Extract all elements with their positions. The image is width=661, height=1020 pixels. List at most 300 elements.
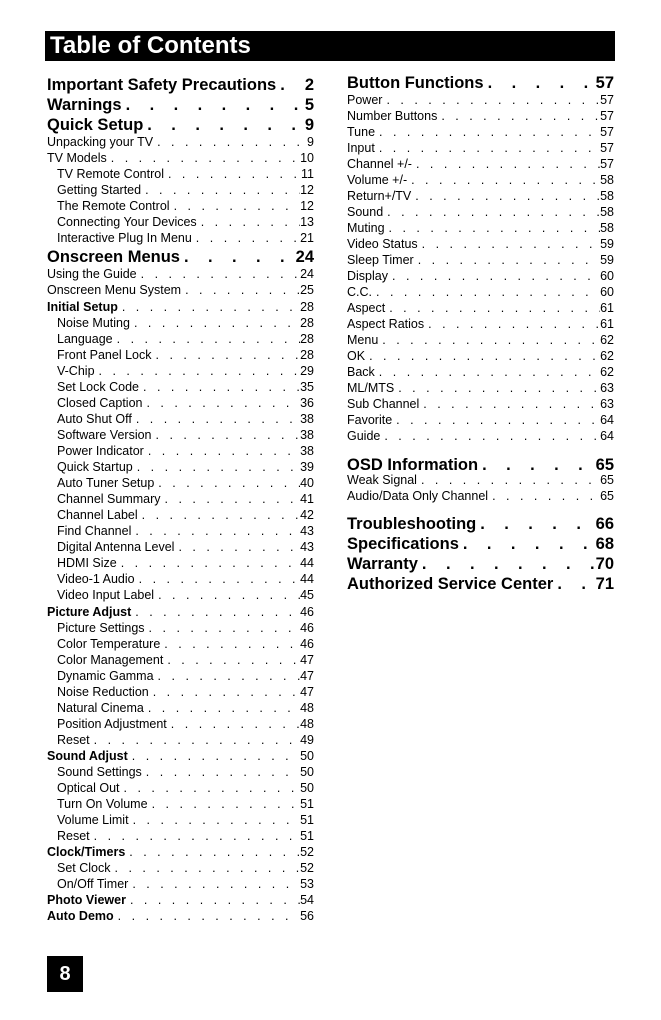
toc-entry-page: 53 xyxy=(300,877,314,891)
toc-entry-title: Dynamic Gamma xyxy=(57,669,154,683)
toc-entry-title: Color Management xyxy=(57,653,164,667)
dot-leader xyxy=(276,76,305,96)
toc-entry-title: Noise Reduction xyxy=(57,685,149,699)
dot-leader xyxy=(154,588,300,603)
dot-leader xyxy=(382,93,600,108)
toc-entry-page: 52 xyxy=(300,845,314,859)
toc-entry-page: 43 xyxy=(300,524,314,538)
toc-entry xyxy=(47,781,314,796)
toc-entry-page: 47 xyxy=(300,669,314,683)
dot-leader xyxy=(417,473,600,488)
toc-entry xyxy=(347,109,614,124)
toc-entry-title: Unpacking your TV xyxy=(47,135,154,149)
toc-entry xyxy=(347,285,614,300)
toc-entry-title: Troubleshooting xyxy=(347,515,477,533)
toc-entry-page: 48 xyxy=(300,717,314,731)
toc-entry-page: 51 xyxy=(300,797,314,811)
toc-entry-title: Display xyxy=(347,269,388,283)
toc-entry-title: Channel Summary xyxy=(57,492,161,506)
toc-entry xyxy=(47,332,314,347)
toc-entry-title: The Remote Control xyxy=(57,199,170,213)
toc-entry xyxy=(47,717,314,732)
toc-entry-page: 57 xyxy=(600,157,614,171)
dot-leader xyxy=(380,429,600,444)
toc-entry-page: 11 xyxy=(301,167,314,181)
dot-leader xyxy=(437,109,600,124)
toc-entry-title: Aspect xyxy=(347,301,386,315)
dot-leader xyxy=(118,300,300,315)
toc-entry xyxy=(47,765,314,780)
toc-entry-page: 62 xyxy=(600,365,614,379)
toc-entry-page: 58 xyxy=(600,205,614,219)
toc-entry-title: Tune xyxy=(347,125,376,139)
toc-entry-title: Channel +/- xyxy=(347,157,412,171)
dot-leader xyxy=(383,205,600,220)
toc-entry-title: Weak Signal xyxy=(347,473,417,487)
toc-entry-title: Noise Muting xyxy=(57,316,130,330)
toc-entry-page: 12 xyxy=(300,183,314,197)
toc-entry xyxy=(47,300,314,315)
toc-entry xyxy=(47,96,314,116)
toc-entry-title: Aspect Ratios xyxy=(347,317,425,331)
toc-entry-title: Authorized Service Center xyxy=(347,575,554,593)
toc-entry-page: 59 xyxy=(600,253,614,267)
toc-entry-title: Power Indicator xyxy=(57,444,144,458)
toc-entry xyxy=(47,364,314,379)
dot-leader xyxy=(488,489,600,504)
dot-leader xyxy=(142,396,300,411)
toc-entry-title: Closed Caption xyxy=(57,396,143,410)
toc-entry xyxy=(347,489,614,504)
toc-entry xyxy=(47,556,314,571)
toc-entry-title: Muting xyxy=(347,221,385,235)
toc-entry-title: Initial Setup xyxy=(47,300,118,314)
dot-leader xyxy=(131,524,300,539)
toc-entry-page: 29 xyxy=(300,364,314,378)
toc-entry xyxy=(47,76,314,96)
toc-entry xyxy=(347,365,614,380)
toc-entry-title: OK xyxy=(347,349,366,363)
toc-entry-page: 51 xyxy=(300,813,314,827)
dot-leader xyxy=(163,653,300,668)
toc-entry-page: 62 xyxy=(600,333,614,347)
toc-entry xyxy=(47,653,314,668)
toc-entry xyxy=(347,333,614,348)
toc-entry-page: 28 xyxy=(300,348,314,362)
toc-entry-page: 28 xyxy=(300,316,314,330)
toc-entry-title: Menu xyxy=(347,333,379,347)
toc-entry-title: Sound Adjust xyxy=(47,749,128,763)
toc-entry-page: 42 xyxy=(300,508,314,522)
toc-entry-page: 57 xyxy=(600,141,614,155)
toc-entry xyxy=(347,429,614,444)
toc-entry-page: 46 xyxy=(300,605,314,619)
dot-leader xyxy=(120,781,301,796)
toc-entry-page: 36 xyxy=(300,396,314,410)
toc-entry-page: 44 xyxy=(300,572,314,586)
toc-entry-title: Position Adjustment xyxy=(57,717,167,731)
toc-entry xyxy=(47,605,314,620)
toc-entry-page: 50 xyxy=(300,765,314,779)
page-title: Table of Contents xyxy=(50,32,251,59)
toc-entry-page: 70 xyxy=(595,555,614,573)
dot-leader xyxy=(180,248,296,268)
page-number: 8 xyxy=(47,956,83,992)
toc-entry xyxy=(47,733,314,748)
toc-entry-title: Onscreen Menu System xyxy=(47,283,182,297)
toc-entry-page: 68 xyxy=(595,535,614,553)
toc-entry-title: ML/MTS xyxy=(347,381,395,395)
toc-entry-title: Sub Channel xyxy=(347,397,420,411)
dot-leader xyxy=(385,301,600,316)
toc-entry-title: Auto Shut Off xyxy=(57,412,132,426)
dot-leader xyxy=(137,267,300,282)
toc-entry-title: Specifications xyxy=(347,535,459,553)
toc-entry xyxy=(347,141,614,156)
toc-entry xyxy=(47,167,314,182)
toc-entry xyxy=(47,540,314,555)
dot-leader xyxy=(149,685,300,700)
dot-leader xyxy=(132,412,300,427)
toc-entry-page: 47 xyxy=(300,653,314,667)
toc-entry xyxy=(347,157,614,172)
toc-entry-title: Button Functions xyxy=(347,74,484,92)
toc-entry-page: 12 xyxy=(300,199,314,213)
toc-entry-title: Warnings xyxy=(47,96,122,114)
toc-entry-title: Channel Label xyxy=(57,508,138,522)
toc-entry-title: Return+/TV xyxy=(347,189,412,203)
toc-entry xyxy=(47,283,314,298)
toc-entry-page: 2 xyxy=(304,76,314,94)
dot-leader xyxy=(135,572,300,587)
toc-entry-page: 61 xyxy=(600,301,614,315)
dot-leader xyxy=(111,861,301,876)
toc-entry xyxy=(347,205,614,220)
dot-leader xyxy=(148,797,301,812)
toc-entry-page: 48 xyxy=(300,701,314,715)
toc-entry xyxy=(347,269,614,284)
toc-entry-title: Interactive Plug In Menu xyxy=(57,231,192,245)
toc-entry-title: Set Lock Code xyxy=(57,380,139,394)
toc-entry xyxy=(347,253,614,268)
toc-entry-title: V-Chip xyxy=(57,364,95,378)
toc-entry xyxy=(47,231,314,246)
toc-entry-page: 50 xyxy=(300,749,314,763)
dot-leader xyxy=(407,173,600,188)
toc-entry-title: C.C. xyxy=(347,285,372,299)
toc-entry-title: On/Off Timer xyxy=(57,877,129,891)
toc-entry xyxy=(47,476,314,491)
dot-leader xyxy=(418,237,600,252)
toc-entry xyxy=(47,797,314,812)
dot-leader xyxy=(418,555,596,575)
dot-leader xyxy=(139,380,300,395)
toc-entry xyxy=(347,575,614,595)
toc-entry-title: Color Temperature xyxy=(57,637,161,651)
dot-leader xyxy=(388,269,600,284)
dot-leader xyxy=(192,231,300,246)
dot-leader xyxy=(411,189,600,204)
dot-leader xyxy=(152,348,301,363)
toc-entry-page: 52 xyxy=(300,861,314,875)
dot-leader xyxy=(459,535,596,555)
toc-entry xyxy=(47,909,314,924)
dot-leader xyxy=(160,637,300,652)
toc-entry-title: Number Buttons xyxy=(347,109,438,123)
dot-leader xyxy=(419,397,600,412)
toc-entry-page: 59 xyxy=(600,237,614,251)
toc-entry xyxy=(47,412,314,427)
dot-leader xyxy=(129,813,301,828)
toc-entry-title: Picture Settings xyxy=(57,621,145,635)
toc-entry-title: Video Input Label xyxy=(57,588,155,602)
toc-entry-title: Connecting Your Devices xyxy=(57,215,197,229)
toc-entry xyxy=(347,397,614,412)
dot-leader xyxy=(90,733,300,748)
dot-leader xyxy=(365,349,600,364)
toc-entry-title: Sound xyxy=(347,205,384,219)
toc-entry-title: Digital Antenna Level xyxy=(57,540,175,554)
toc-entry-title: Volume +/- xyxy=(347,173,408,187)
toc-entry-title: Video Status xyxy=(347,237,418,251)
toc-entry-page: 43 xyxy=(300,540,314,554)
dot-leader xyxy=(197,215,300,230)
toc-entry xyxy=(347,93,614,108)
toc-entry-page: 10 xyxy=(300,151,314,165)
toc-entry-title: Power xyxy=(347,93,383,107)
toc-entry xyxy=(47,524,314,539)
toc-entry-title: Photo Viewer xyxy=(47,893,126,907)
dot-leader xyxy=(95,364,301,379)
toc-entry xyxy=(47,492,314,507)
dot-leader xyxy=(476,515,595,535)
toc-entry-title: Software Version xyxy=(57,428,152,442)
toc-entry xyxy=(347,189,614,204)
dot-leader xyxy=(372,285,600,300)
toc-entry xyxy=(47,396,314,411)
dot-leader xyxy=(424,317,600,332)
toc-entry xyxy=(47,380,314,395)
toc-entry-page: 46 xyxy=(300,621,314,635)
dot-leader xyxy=(385,221,601,236)
toc-entry-page: 28 xyxy=(300,300,314,314)
toc-entry xyxy=(47,460,314,475)
toc-entry-title: Using the Guide xyxy=(47,267,137,281)
toc-entry xyxy=(47,829,314,844)
dot-leader xyxy=(144,701,300,716)
toc-entry-page: 65 xyxy=(600,473,614,487)
dot-leader xyxy=(113,332,300,347)
toc-entry-page: 50 xyxy=(300,781,314,795)
toc-entry-page: 9 xyxy=(304,116,314,134)
toc-entry xyxy=(47,701,314,716)
dot-leader xyxy=(414,253,600,268)
toc-entry-page: 60 xyxy=(600,269,614,283)
dot-leader xyxy=(143,116,305,136)
dot-leader xyxy=(174,540,300,555)
toc-entry xyxy=(347,74,614,94)
toc-entry xyxy=(47,316,314,331)
toc-entry-page: 25 xyxy=(300,283,314,297)
toc-entry-page: 63 xyxy=(600,381,614,395)
toc-entry xyxy=(47,685,314,700)
title-bar xyxy=(45,31,615,61)
toc-entry-page: 58 xyxy=(600,173,614,187)
toc-entry xyxy=(47,267,314,282)
toc-entry-page: 21 xyxy=(300,231,314,245)
toc-entry xyxy=(347,317,614,332)
toc-entry-title: Video-1 Audio xyxy=(57,572,135,586)
dot-leader xyxy=(394,381,600,396)
toc-entry-page: 40 xyxy=(300,476,314,490)
toc-entry xyxy=(347,349,614,364)
toc-entry xyxy=(47,877,314,892)
dot-leader xyxy=(133,460,300,475)
toc-entry xyxy=(47,183,314,198)
dot-leader xyxy=(141,183,300,198)
toc-entry-page: 47 xyxy=(300,685,314,699)
toc-entry-title: Getting Started xyxy=(57,183,142,197)
toc-entry xyxy=(47,861,314,876)
dot-leader xyxy=(114,909,300,924)
toc-entry xyxy=(47,749,314,764)
dot-leader xyxy=(152,428,301,443)
toc-entry-title: Reset xyxy=(57,829,90,843)
dot-leader xyxy=(553,575,595,595)
dot-leader xyxy=(128,749,300,764)
toc-entry-page: 71 xyxy=(595,575,614,593)
toc-entry xyxy=(347,413,614,428)
toc-entry xyxy=(47,428,314,443)
toc-entry-title: Natural Cinema xyxy=(57,701,144,715)
toc-entry-title: Picture Adjust xyxy=(47,605,132,619)
toc-entry xyxy=(47,637,314,652)
toc-entry-page: 65 xyxy=(600,489,614,503)
dot-leader xyxy=(117,556,300,571)
dot-leader xyxy=(375,141,600,156)
dot-leader xyxy=(154,476,300,491)
toc-entry-page: 45 xyxy=(300,588,314,602)
toc-entry xyxy=(347,555,614,575)
dot-leader xyxy=(107,151,300,166)
toc-entry-page: 57 xyxy=(600,109,614,123)
dot-leader xyxy=(375,125,600,140)
dot-leader xyxy=(164,167,301,182)
dot-leader xyxy=(142,765,300,780)
dot-leader xyxy=(90,829,300,844)
toc-entry-title: Sound Settings xyxy=(57,765,142,779)
toc-entry-page: 35 xyxy=(300,380,314,394)
toc-entry-title: Find Channel xyxy=(57,524,132,538)
dot-leader xyxy=(170,199,301,214)
toc-entry-page: 58 xyxy=(600,221,614,235)
toc-entry-title: Warranty xyxy=(347,555,418,573)
toc-entry xyxy=(47,893,314,908)
toc-entry-page: 54 xyxy=(300,893,314,907)
toc-entry-title: Audio/Data Only Channel xyxy=(347,489,489,503)
toc-entry-page: 46 xyxy=(300,637,314,651)
dot-leader xyxy=(392,413,600,428)
toc-entry-page: 57 xyxy=(600,125,614,139)
dot-leader xyxy=(145,621,301,636)
dot-leader xyxy=(138,508,300,523)
toc-entry xyxy=(347,301,614,316)
toc-entry xyxy=(47,199,314,214)
toc-entry-page: 49 xyxy=(300,733,314,747)
dot-leader xyxy=(181,283,300,298)
toc-entry-title: Quick Startup xyxy=(57,460,133,474)
dot-leader xyxy=(122,96,305,116)
toc-entry xyxy=(47,813,314,828)
toc-entry-title: Volume Limit xyxy=(57,813,129,827)
toc-entry-title: Onscreen Menus xyxy=(47,248,180,266)
toc-entry-title: Auto Tuner Setup xyxy=(57,476,155,490)
dot-leader xyxy=(125,845,300,860)
toc-entry-page: 66 xyxy=(595,515,614,533)
toc-entry xyxy=(47,444,314,459)
toc-entry-title: Front Panel Lock xyxy=(57,348,152,362)
dot-leader xyxy=(153,135,307,150)
dot-leader xyxy=(484,74,596,94)
toc-entry-title: Guide xyxy=(347,429,381,443)
toc-entry-title: Favorite xyxy=(347,413,393,427)
toc-entry-title: TV Remote Control xyxy=(57,167,164,181)
toc-entry xyxy=(47,588,314,603)
toc-entry xyxy=(347,221,614,236)
toc-entry-title: Set Clock xyxy=(57,861,111,875)
toc-entry-page: 62 xyxy=(600,349,614,363)
toc-entry-page: 63 xyxy=(600,397,614,411)
toc-entry xyxy=(347,381,614,396)
toc-entry-page: 64 xyxy=(600,413,614,427)
toc-entry-page: 24 xyxy=(300,267,314,281)
toc-entry-page: 24 xyxy=(295,248,314,266)
toc-entry xyxy=(47,669,314,684)
toc-entry-page: 51 xyxy=(300,829,314,843)
toc-entry xyxy=(47,215,314,230)
dot-leader xyxy=(144,444,300,459)
toc-entry-page: 5 xyxy=(304,96,314,114)
toc-entry-page: 38 xyxy=(300,444,314,458)
toc-entry-title: Sleep Timer xyxy=(347,253,414,267)
toc-entry-page: 41 xyxy=(300,492,314,506)
toc-entry-title: Input xyxy=(347,141,375,155)
dot-leader xyxy=(375,365,600,380)
toc-entry-page: 57 xyxy=(595,74,614,92)
toc-entry-page: 39 xyxy=(300,460,314,474)
toc-entry xyxy=(47,508,314,523)
toc-entry-page: 56 xyxy=(300,909,314,923)
toc-entry-title: Reset xyxy=(57,733,90,747)
toc-entry xyxy=(47,621,314,636)
dot-leader xyxy=(130,316,300,331)
toc-entry xyxy=(347,473,614,488)
dot-leader xyxy=(167,717,300,732)
dot-leader xyxy=(412,157,600,172)
toc-entry-page: 28 xyxy=(300,332,314,346)
toc-entry xyxy=(347,173,614,188)
toc-entry-title: Clock/Timers xyxy=(47,845,126,859)
dot-leader xyxy=(128,877,300,892)
toc-entry xyxy=(47,348,314,363)
toc-entry-title: Important Safety Precautions xyxy=(47,76,277,94)
toc-entry-page: 60 xyxy=(600,285,614,299)
toc-entry-title: Optical Out xyxy=(57,781,120,795)
toc-entry-page: 38 xyxy=(300,428,314,442)
toc-entry xyxy=(347,237,614,252)
toc-entry xyxy=(347,125,614,140)
toc-entry-title: OSD Information xyxy=(347,456,479,474)
